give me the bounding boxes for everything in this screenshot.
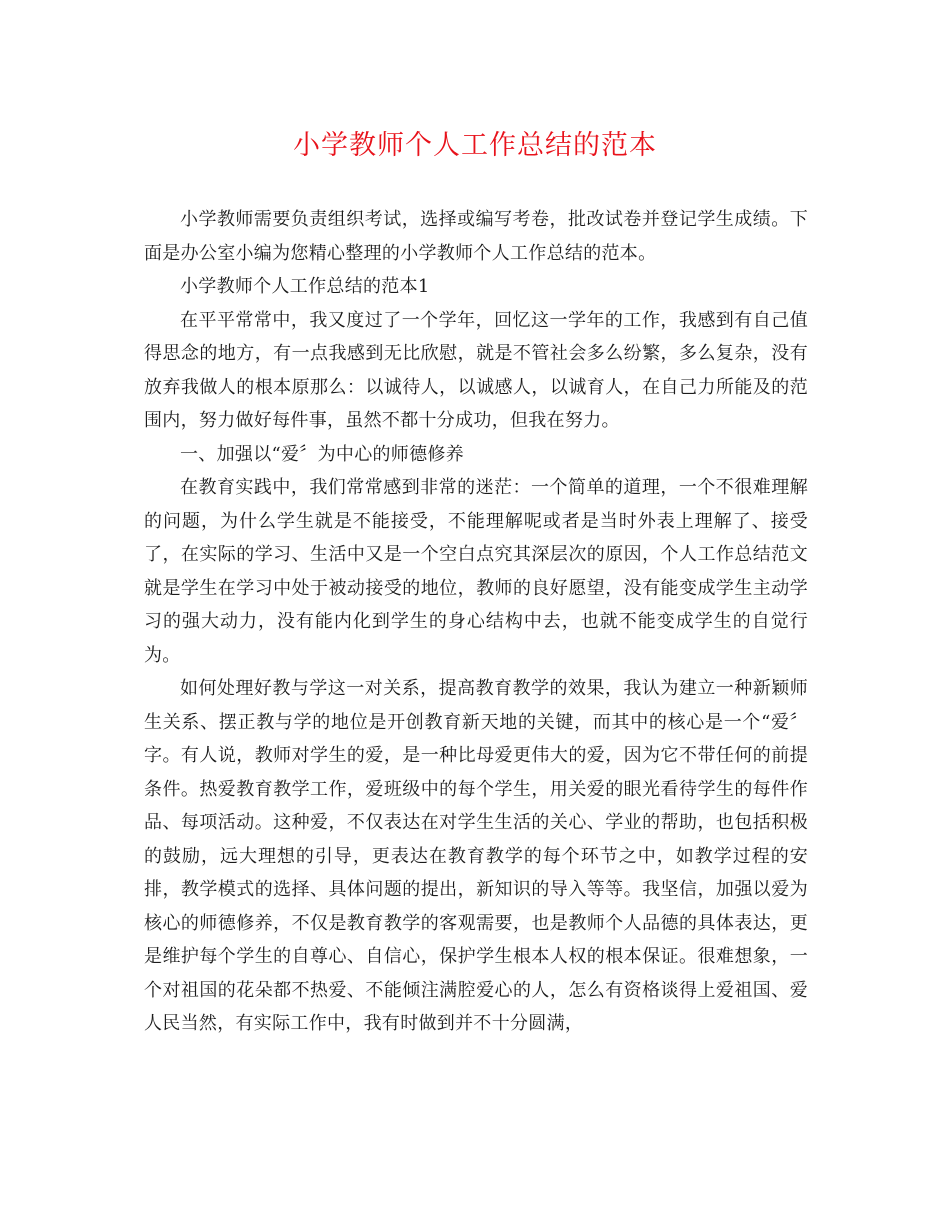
section-heading-love: 一、加强以“爱〞为中心的师德修养 [180, 443, 465, 465]
document-body [144, 203, 808, 1041]
document-title: 小学教师个人工作总结的范本 [293, 130, 657, 161]
section-heading-sample-1: 小学教师个人工作总结的范本1 [180, 276, 430, 297]
intro-paragraph: 小学教师需要负责组织考试，选择或编写考卷，批改试卷并登记学生成绩。下面是办公室小编为您精心整理的小学教师个人工作总结的范本。 [144, 209, 808, 264]
body-paragraph: 在教育实践中，我们常常感到非常的迷茫：一个简单的道理，一个不很难理解的问题，为什么学生就是不能接受，不能理解呢或者是当时外表上理解了、接受了，在实际的学习、生活中又是一个空白点究其深层次的原因，个人工作总结范文就是学生在学习中处于被动接受的地位，教师的良好愿望，没有能变成学生主动学习的强大动力，没有能内化到学生的身心结构中去，也就不能变成学生的自觉行为。 [144, 477, 808, 666]
body-paragraph: 在平平常常中，我又度过了一个学年，回忆这一学年的工作，我感到有自己值得思念的地方，有一点我感到无比欣慰，就是不管社会多么纷繁，多么复杂，没有放弃我做人的根本原那么：以诚待人，以诚感人，以诚育人，在自己力所能及的范围内，努力做好每件事，虽然不都十分成功，但我在努力。 [144, 309, 808, 431]
body-paragraph: 如何处理好教与学这一对关系，提高教育教学的效果，我认为建立一种新颖师生关系、摆正教与学的地位是开创教育新天地的关键，而其中的核心是一个“爱〞字。有人说，教师对学生的爱，是一种比母爱更伟大的爱，因为它不带任何的前提条件。热爱教育教学工作，爱班级中的每个学生，用关爱的眼光看待学生的每件作品、每项活动。这种爱，不仅表达在对学生生活的关心、学业的帮助，也包括积极的鼓励，远大理想的引导，更表达在教育教学的每个环节之中，如教学过程的安排，教学模式的选择、具体问题的提出，新知识的导入等等。我坚信，加强以爱为核心的师德修养，不仅是教育教学的客观需要，也是教师个人品德的具体表达，更是维护每个学生的自尊心、自信心，保护学生根本人权的根本保证。很难想象，一个对祖国的花朵都不热爱、不能倾注满腔爱心的人，怎么有资格谈得上爱祖国、爱人民当然，有实际工作中，我有时做到并不十分圆满， [144, 678, 808, 1034]
